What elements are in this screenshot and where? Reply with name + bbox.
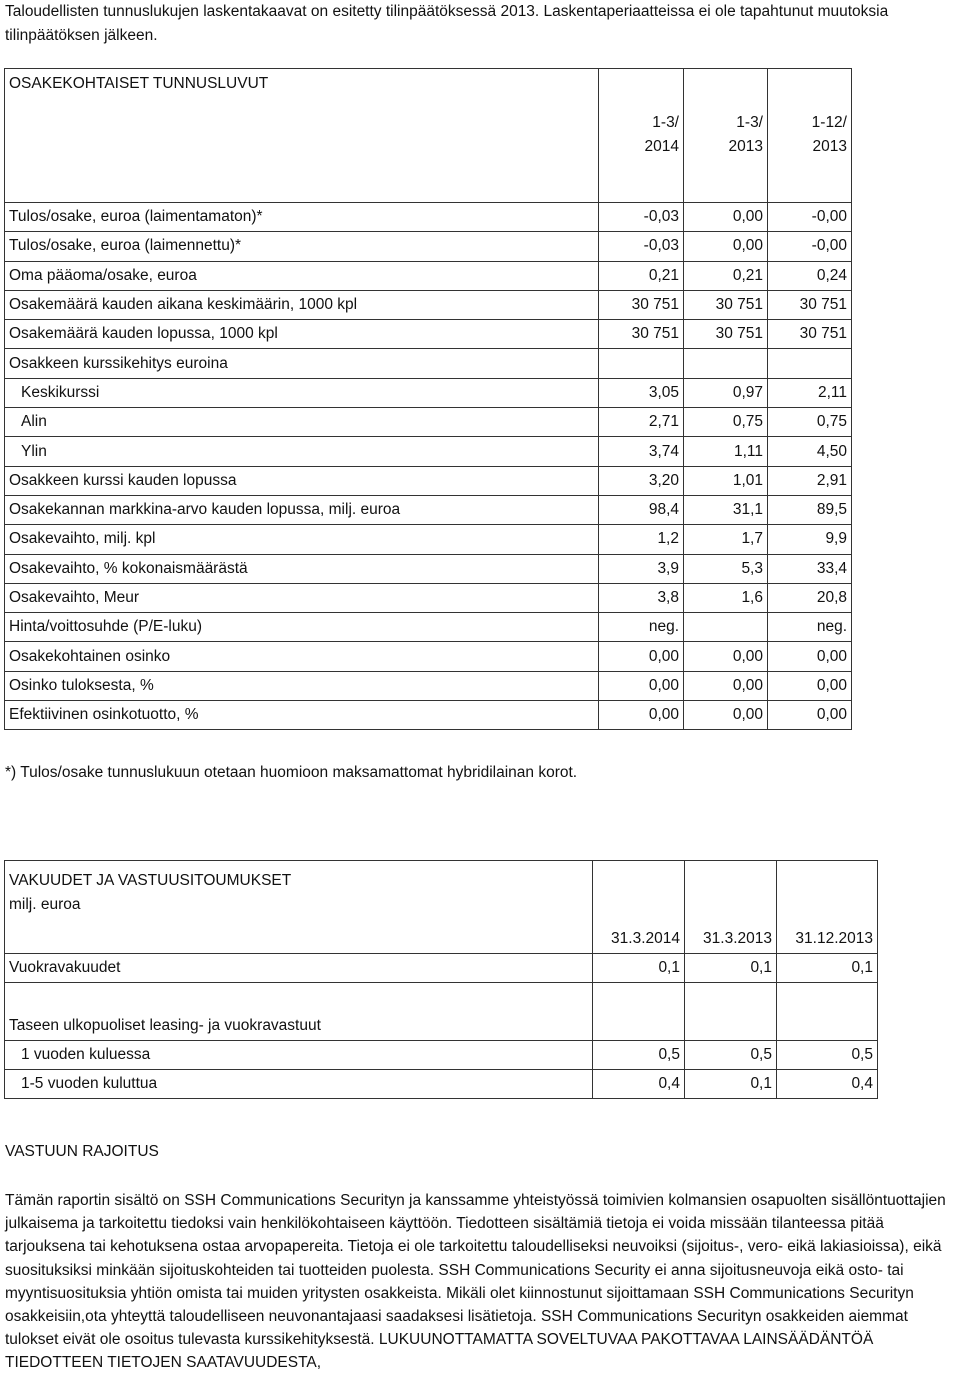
table-row <box>5 349 852 378</box>
collateral-unit: milj. euroa <box>9 896 81 913</box>
row-value: 0,00 <box>599 671 684 700</box>
row-value: 2,71 <box>599 408 684 437</box>
row-value: 0,1 <box>685 954 777 983</box>
row-value: 0,75 <box>768 408 852 437</box>
table-row <box>5 495 852 524</box>
table-row <box>5 525 852 554</box>
row-value: 0,1 <box>593 954 685 983</box>
row-value: 30 751 <box>684 290 768 319</box>
row-value: 0,00 <box>768 701 852 730</box>
row-value <box>768 349 852 378</box>
row-value: 0,97 <box>684 378 768 407</box>
row-label: Ylin <box>5 437 599 466</box>
row-value: 20,8 <box>768 583 852 612</box>
per-share-table <box>4 68 852 730</box>
col-date: 31.12.2013 <box>777 925 878 954</box>
row-value: 98,4 <box>599 495 684 524</box>
per-share-col-header <box>768 69 852 187</box>
row-value: 30 751 <box>768 320 852 349</box>
row-value: 0,4 <box>593 1070 685 1099</box>
row-value: 0,1 <box>777 954 878 983</box>
row-value: 3,20 <box>599 466 684 495</box>
table-row <box>5 613 852 642</box>
row-value: 9,9 <box>768 525 852 554</box>
row-value: 3,8 <box>599 583 684 612</box>
row-value: 30 751 <box>599 290 684 319</box>
row-value: 3,9 <box>599 554 684 583</box>
row-value: 0,21 <box>684 261 768 290</box>
col-date: 31.3.2014 <box>593 925 685 954</box>
row-label: Efektiivinen osinkotuotto, % <box>5 701 599 730</box>
table-row <box>5 1041 878 1070</box>
col-year: 2013 <box>728 138 763 155</box>
row-value: 0,00 <box>684 671 768 700</box>
row-value: -0,00 <box>768 232 852 261</box>
table-row <box>5 671 852 700</box>
row-label: Tulos/osake, euroa (laimentamaton)* <box>5 203 599 232</box>
table-row <box>5 203 852 232</box>
spacer-row <box>5 187 852 203</box>
row-label: Vuokravakuudet <box>5 954 593 983</box>
row-value: 31,1 <box>684 495 768 524</box>
col-year: 2014 <box>644 138 679 155</box>
col-date: 31.3.2013 <box>685 925 777 954</box>
row-value: 0,00 <box>599 701 684 730</box>
col-period: 1-3/ <box>652 114 679 131</box>
row-value: 30 751 <box>768 290 852 319</box>
row-value: 2,91 <box>768 466 852 495</box>
collateral-header-row <box>5 925 878 954</box>
row-value: 1,6 <box>684 583 768 612</box>
row-value: -0,03 <box>599 203 684 232</box>
row-label: Osinko tuloksesta, % <box>5 671 599 700</box>
disclaimer-text: Tämän raportin sisältö on SSH Communications Securityn ja kanssamme yhteistyössä toimivien kolmansien osapuolten sisällöntuottajien julkaisema ja tarkoitettu tiedoksi vain henkilökohtaiseen käyttöön. Tiedotteen sisältämiä tietoja ei voida missään tilanteessa pitää tarjouksena tai kehotuksena ostaa arvopapereita. Tietoja ei ole tarkoitettu taloudelliseksi neuvoiksi (sijoitus-, vero- eikä lakiasioissa), eikä suosituksiksi minkään sijoituskohteiden tai tuotteiden puolesta. SSH Communications Security ei anna sijoitusneuvoja eikä osto- tai myyntisuosituksia yhtiön omista tai muiden yritysten osakkeista. Mikäli olet kiinnostunut sijoittamaan SSH Communications Securityn osakkeisiin,ota yhteyttä taloudelliseen neuvonantajaasi saadaksesi lisätietoja. SSH Communications Securityn osakkeiden aiemmat tulokset eivät ole osoitus tulevasta kurssikehityksestä. LUKUUNOTTAMATTA SOVELTUVAA PAKOTTAVAA LAINSÄÄDÄNTÖÄ TIEDOTTEEN TIETOJEN SAATAVUUDESTA, <box>5 1192 946 1372</box>
row-value: -0,03 <box>599 232 684 261</box>
intro-text: Taloudellisten tunnuslukujen laskentakaavat on esitetty tilinpäätöksessä 2013. Laskentaperiaatteissa ei ole tapahtunut muutoksia tilinpäätöksen jälkeen. <box>5 3 889 44</box>
table-row <box>5 1070 878 1099</box>
table-row <box>5 232 852 261</box>
table-row <box>5 466 852 495</box>
row-value: 0,5 <box>777 1041 878 1070</box>
row-label: Osakkeen kurssi kauden lopussa <box>5 466 599 495</box>
row-value: 0,00 <box>684 701 768 730</box>
collateral-title-row <box>5 861 878 925</box>
col-period: 1-12/ <box>811 114 847 131</box>
row-value: 0,00 <box>684 642 768 671</box>
leasing-title: Taseen ulkopuoliset leasing- ja vuokravastuut <box>5 1013 593 1041</box>
row-label: 1 vuoden kuluessa <box>5 1041 593 1070</box>
row-label: Tulos/osake, euroa (laimennettu)* <box>5 232 599 261</box>
table-row <box>5 378 852 407</box>
row-value: 33,4 <box>768 554 852 583</box>
row-label: Osakevaihto, Meur <box>5 583 599 612</box>
row-label: Osakkeen kurssikehitys euroina <box>5 349 599 378</box>
table-row <box>5 290 852 319</box>
row-label: Osakevaihto, milj. kpl <box>5 525 599 554</box>
row-label: Osakekohtainen osinko <box>5 642 599 671</box>
table-row <box>5 701 852 730</box>
row-value: 1,7 <box>684 525 768 554</box>
row-label: Keskikurssi <box>5 378 599 407</box>
row-value: 3,74 <box>599 437 684 466</box>
spacer-row <box>5 983 878 1013</box>
row-label: 1-5 vuoden kuluttua <box>5 1070 593 1099</box>
row-value: 0,00 <box>684 203 768 232</box>
row-value: 0,4 <box>777 1070 878 1099</box>
row-value: 4,50 <box>768 437 852 466</box>
per-share-header-row <box>5 69 852 187</box>
table-row <box>5 954 878 983</box>
table-row <box>5 437 852 466</box>
row-value: 3,05 <box>599 378 684 407</box>
row-value: 2,11 <box>768 378 852 407</box>
row-value: neg. <box>768 613 852 642</box>
row-value: 0,00 <box>599 642 684 671</box>
row-value: 0,1 <box>685 1070 777 1099</box>
table-row <box>5 583 852 612</box>
row-value: -0,00 <box>768 203 852 232</box>
row-value: 1,11 <box>684 437 768 466</box>
row-value: 30 751 <box>599 320 684 349</box>
row-value: 0,00 <box>768 642 852 671</box>
row-value: 0,21 <box>599 261 684 290</box>
per-share-title: OSAKEKOHTAISET TUNNUSLUVUT <box>5 69 599 187</box>
row-value: 0,24 <box>768 261 852 290</box>
row-label: Hinta/voittosuhde (P/E-luku) <box>5 613 599 642</box>
row-label: Osakemäärä kauden lopussa, 1000 kpl <box>5 320 599 349</box>
table-row <box>5 554 852 583</box>
row-value <box>684 349 768 378</box>
row-value: 89,5 <box>768 495 852 524</box>
row-label: Osakekannan markkina-arvo kauden lopussa, milj. euroa <box>5 495 599 524</box>
row-label: Oma pääoma/osake, euroa <box>5 261 599 290</box>
row-label: Osakevaihto, % kokonaismäärästä <box>5 554 599 583</box>
table-row <box>5 642 852 671</box>
row-value: 1,01 <box>684 466 768 495</box>
table-row <box>5 261 852 290</box>
disclaimer-title: VASTUUN RAJOITUS <box>5 1143 159 1160</box>
col-year: 2013 <box>812 138 847 155</box>
per-share-col-header <box>684 69 768 187</box>
table-row <box>5 320 852 349</box>
row-value: neg. <box>599 613 684 642</box>
row-label: Osakemäärä kauden aikana keskimäärin, 1000 kpl <box>5 290 599 319</box>
row-value: 0,00 <box>684 232 768 261</box>
leasing-title-row <box>5 1013 878 1041</box>
row-value: 5,3 <box>684 554 768 583</box>
collateral-title-cell <box>5 861 593 925</box>
row-value: 30 751 <box>684 320 768 349</box>
row-value <box>599 349 684 378</box>
col-period: 1-3/ <box>736 114 763 131</box>
row-value: 0,00 <box>768 671 852 700</box>
row-value: 1,2 <box>599 525 684 554</box>
collateral-title: VAKUUDET JA VASTUUSITOUMUKSET <box>9 872 292 889</box>
collateral-table <box>4 860 878 1099</box>
row-value <box>684 613 768 642</box>
row-value: 0,5 <box>593 1041 685 1070</box>
per-share-col-header <box>599 69 684 187</box>
row-value: 0,5 <box>685 1041 777 1070</box>
footnote: *) Tulos/osake tunnuslukuun otetaan huomioon maksamattomat hybridilainan korot. <box>5 764 578 781</box>
row-label: Alin <box>5 408 599 437</box>
row-value: 0,75 <box>684 408 768 437</box>
table-row <box>5 408 852 437</box>
